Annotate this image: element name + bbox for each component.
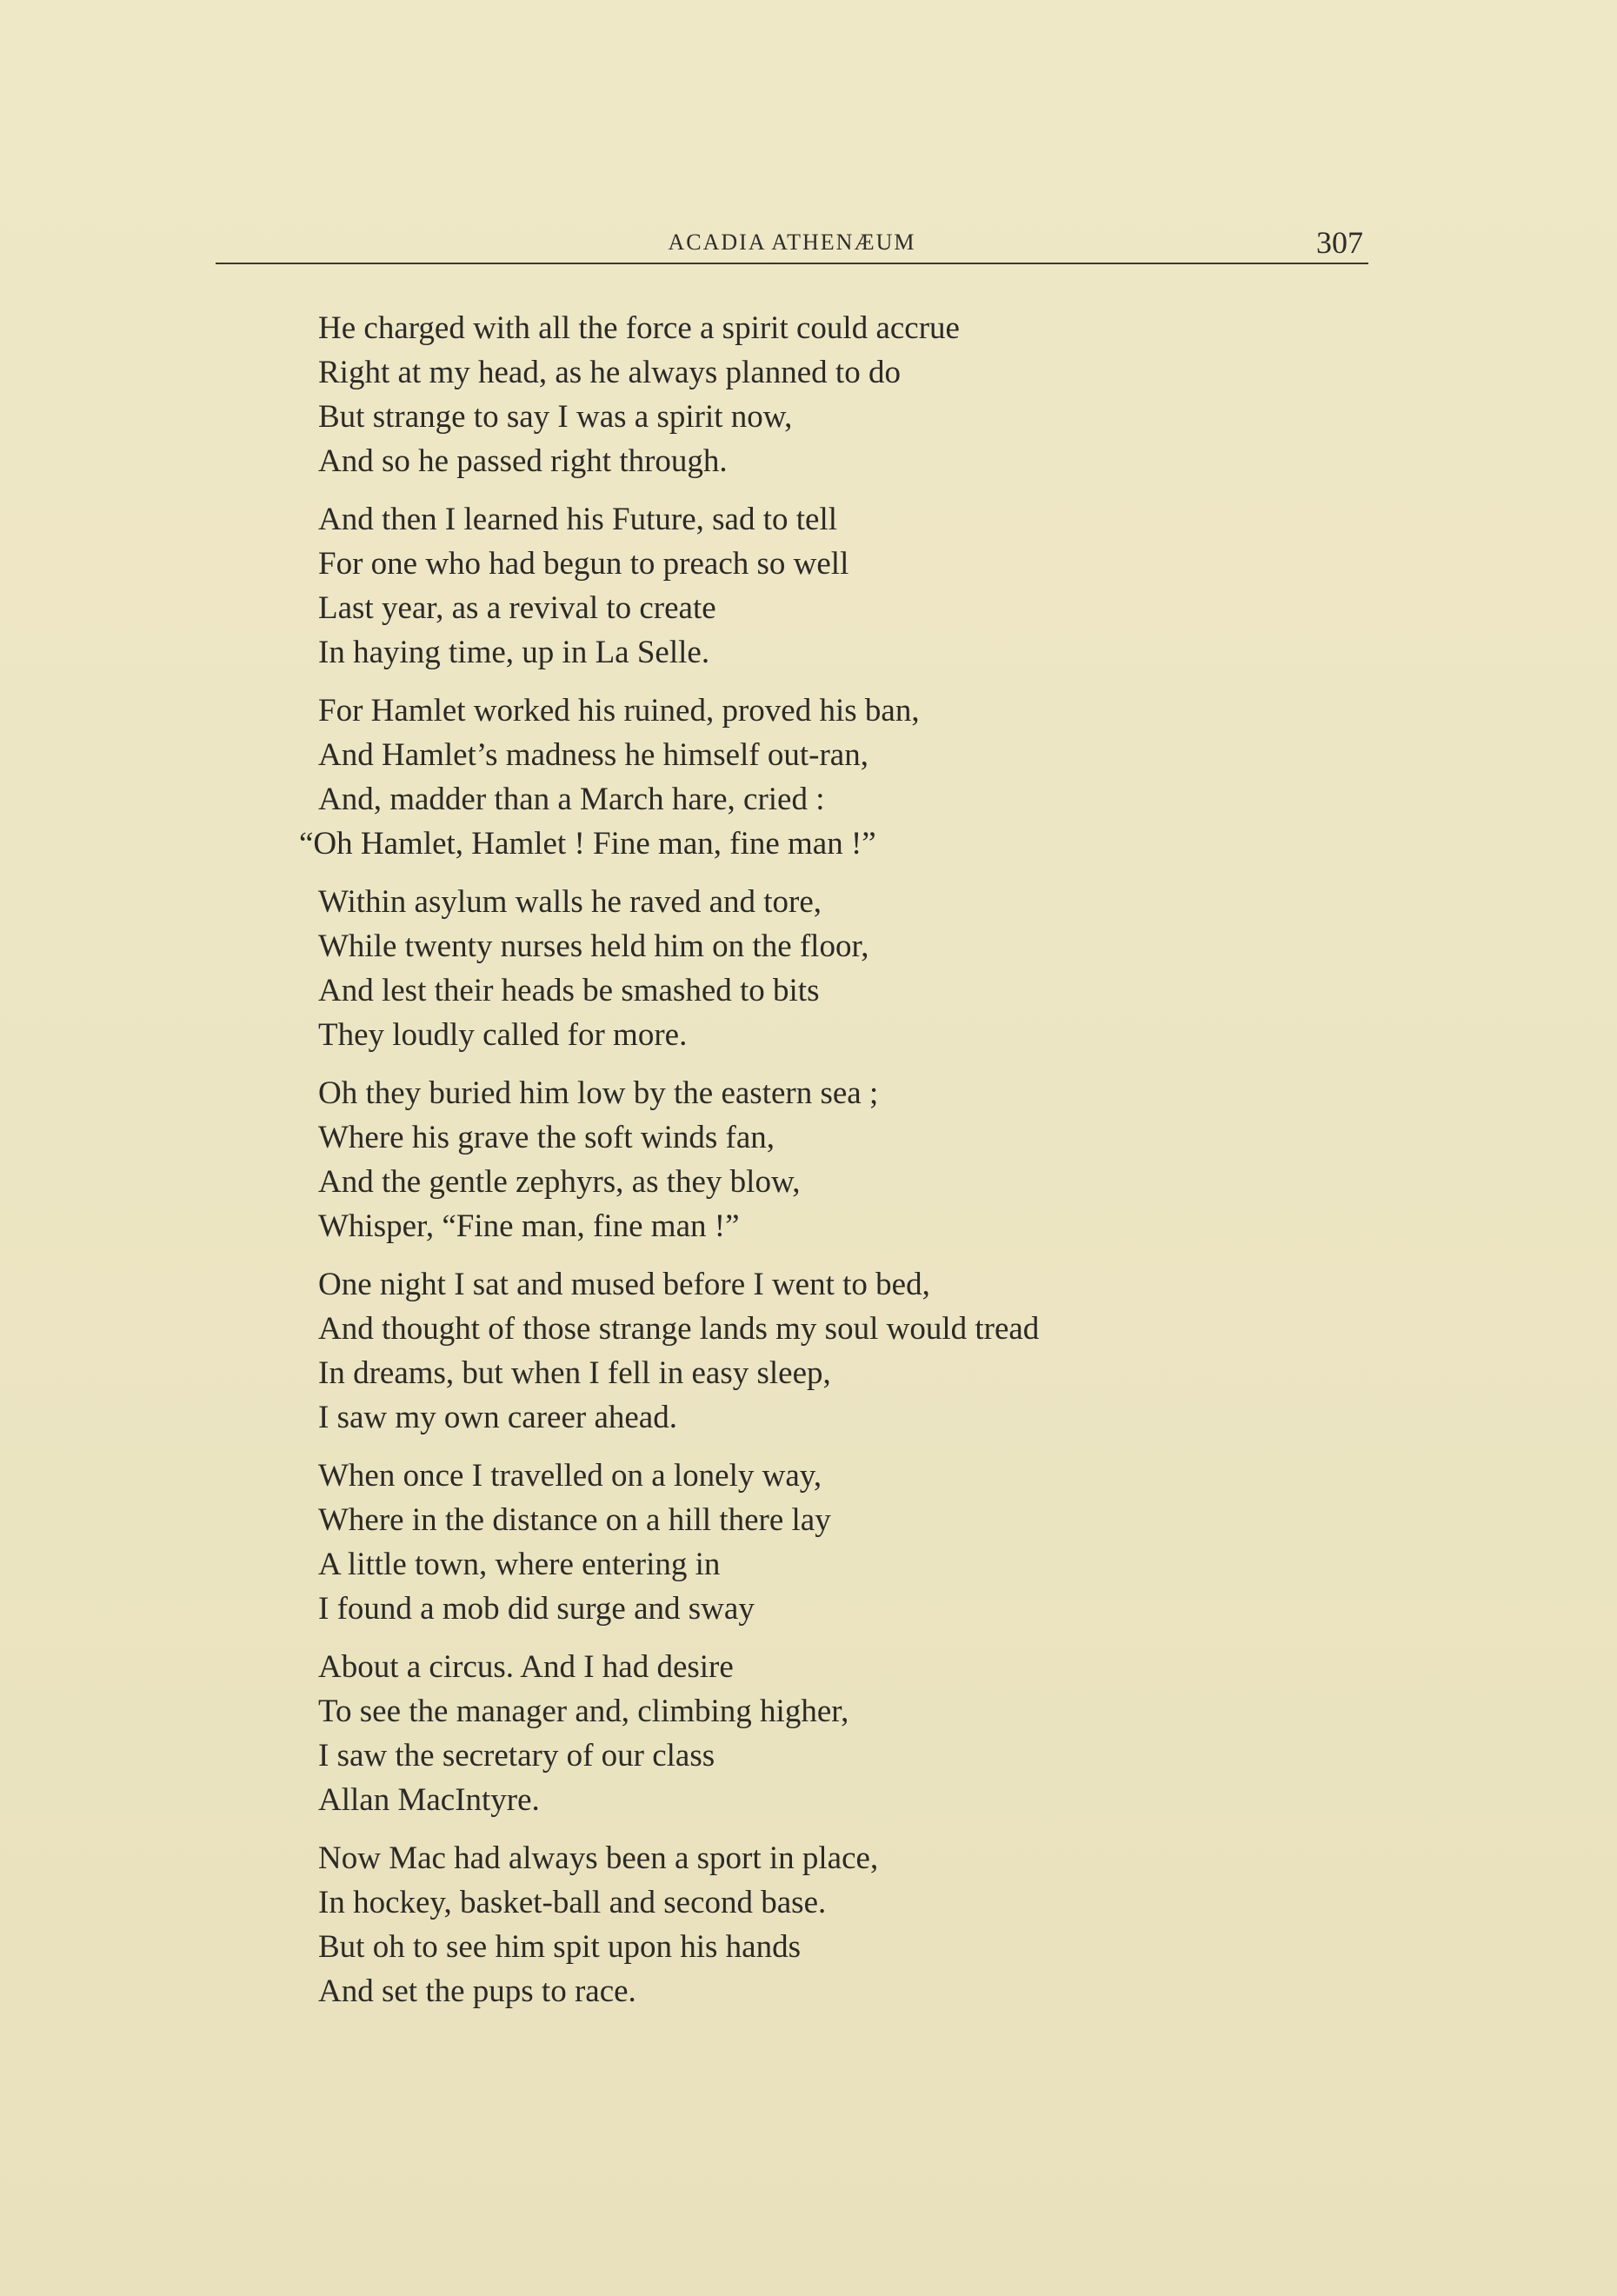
poem-line: And, madder than a March hare, cried :	[318, 782, 825, 817]
poem-line: And so he passed right through.	[318, 443, 728, 479]
poem-line: And then I learned his Future, sad to tell	[318, 502, 838, 537]
poem-line: I saw my own career ahead.	[318, 1400, 677, 1435]
poem-line: And Hamlet’s madness he himself out-ran,	[318, 737, 868, 773]
stanza	[318, 1645, 1361, 1822]
poem-line: One night I sat and mused before I went to bed,	[318, 1267, 930, 1302]
poem-line: In haying time, up in La Selle.	[318, 635, 710, 670]
poem-line: They loudly called for more.	[318, 1017, 688, 1053]
poem-line: “Oh Hamlet, Hamlet ! Fine man, fine man !”	[299, 826, 876, 862]
stanza	[299, 689, 1361, 866]
journal-title: ACADIA ATHENÆUM	[668, 230, 916, 255]
poem-line: While twenty nurses held him on the floor,	[318, 928, 869, 964]
poem-line: I saw the secretary of our class	[318, 1738, 715, 1774]
poem-line: Whisper, “Fine man, fine man !”	[318, 1208, 740, 1244]
poem-body	[299, 306, 1361, 2027]
poem-line: And set the pups to race.	[318, 1973, 636, 2009]
poem-line: Allan MacIntyre.	[318, 1782, 540, 1818]
stanza	[318, 880, 1361, 1057]
page-number: 307	[1316, 225, 1363, 260]
poem-line: And thought of those strange lands my soul would tread	[318, 1311, 1040, 1347]
poem-line: He charged with all the force a spirit could accrue	[318, 310, 960, 346]
poem-line: Now Mac had always been a sport in place,	[318, 1840, 879, 1876]
poem-line: Where in the distance on a hill there lay	[318, 1502, 831, 1538]
poem-line: To see the manager and, climbing higher,	[318, 1694, 849, 1729]
poem-line: About a circus. And I had desire	[318, 1649, 734, 1685]
poem-line: When once I travelled on a lonely way,	[318, 1458, 822, 1494]
stanza	[318, 497, 1361, 675]
poem-line: For Hamlet worked his ruined, proved his ban,	[318, 693, 920, 729]
poem-line: A little town, where entering in	[318, 1547, 721, 1582]
poem-line: I found a mob did surge and sway	[318, 1591, 755, 1627]
poem-line: For one who had begun to preach so well	[318, 546, 849, 582]
poem-line: In dreams, but when I fell in easy sleep,	[318, 1355, 831, 1391]
poem-line: Right at my head, as he always planned to do	[318, 355, 901, 390]
stanza	[318, 306, 1361, 483]
poem-line: But strange to say I was a spirit now,	[318, 399, 793, 435]
stanza	[318, 1454, 1361, 1631]
running-header	[216, 224, 1368, 266]
poem-line: In hockey, basket-ball and second base.	[318, 1885, 827, 1920]
stanza	[318, 1836, 1361, 2013]
poem-line: And lest their heads be smashed to bits	[318, 973, 820, 1008]
stanza	[318, 1071, 1361, 1248]
poem-line: Last year, as a revival to create	[318, 590, 716, 626]
poem-line: And the gentle zephyrs, as they blow,	[318, 1164, 801, 1200]
poem-line: Within asylum walls he raved and tore,	[318, 884, 822, 920]
stanza	[318, 1262, 1361, 1440]
poem-line: But oh to see him spit upon his hands	[318, 1929, 801, 1965]
poem-line: Where his grave the soft winds fan,	[318, 1120, 775, 1155]
poem-line: Oh they buried him low by the eastern sea ;	[318, 1075, 879, 1111]
header-rule	[216, 263, 1368, 264]
